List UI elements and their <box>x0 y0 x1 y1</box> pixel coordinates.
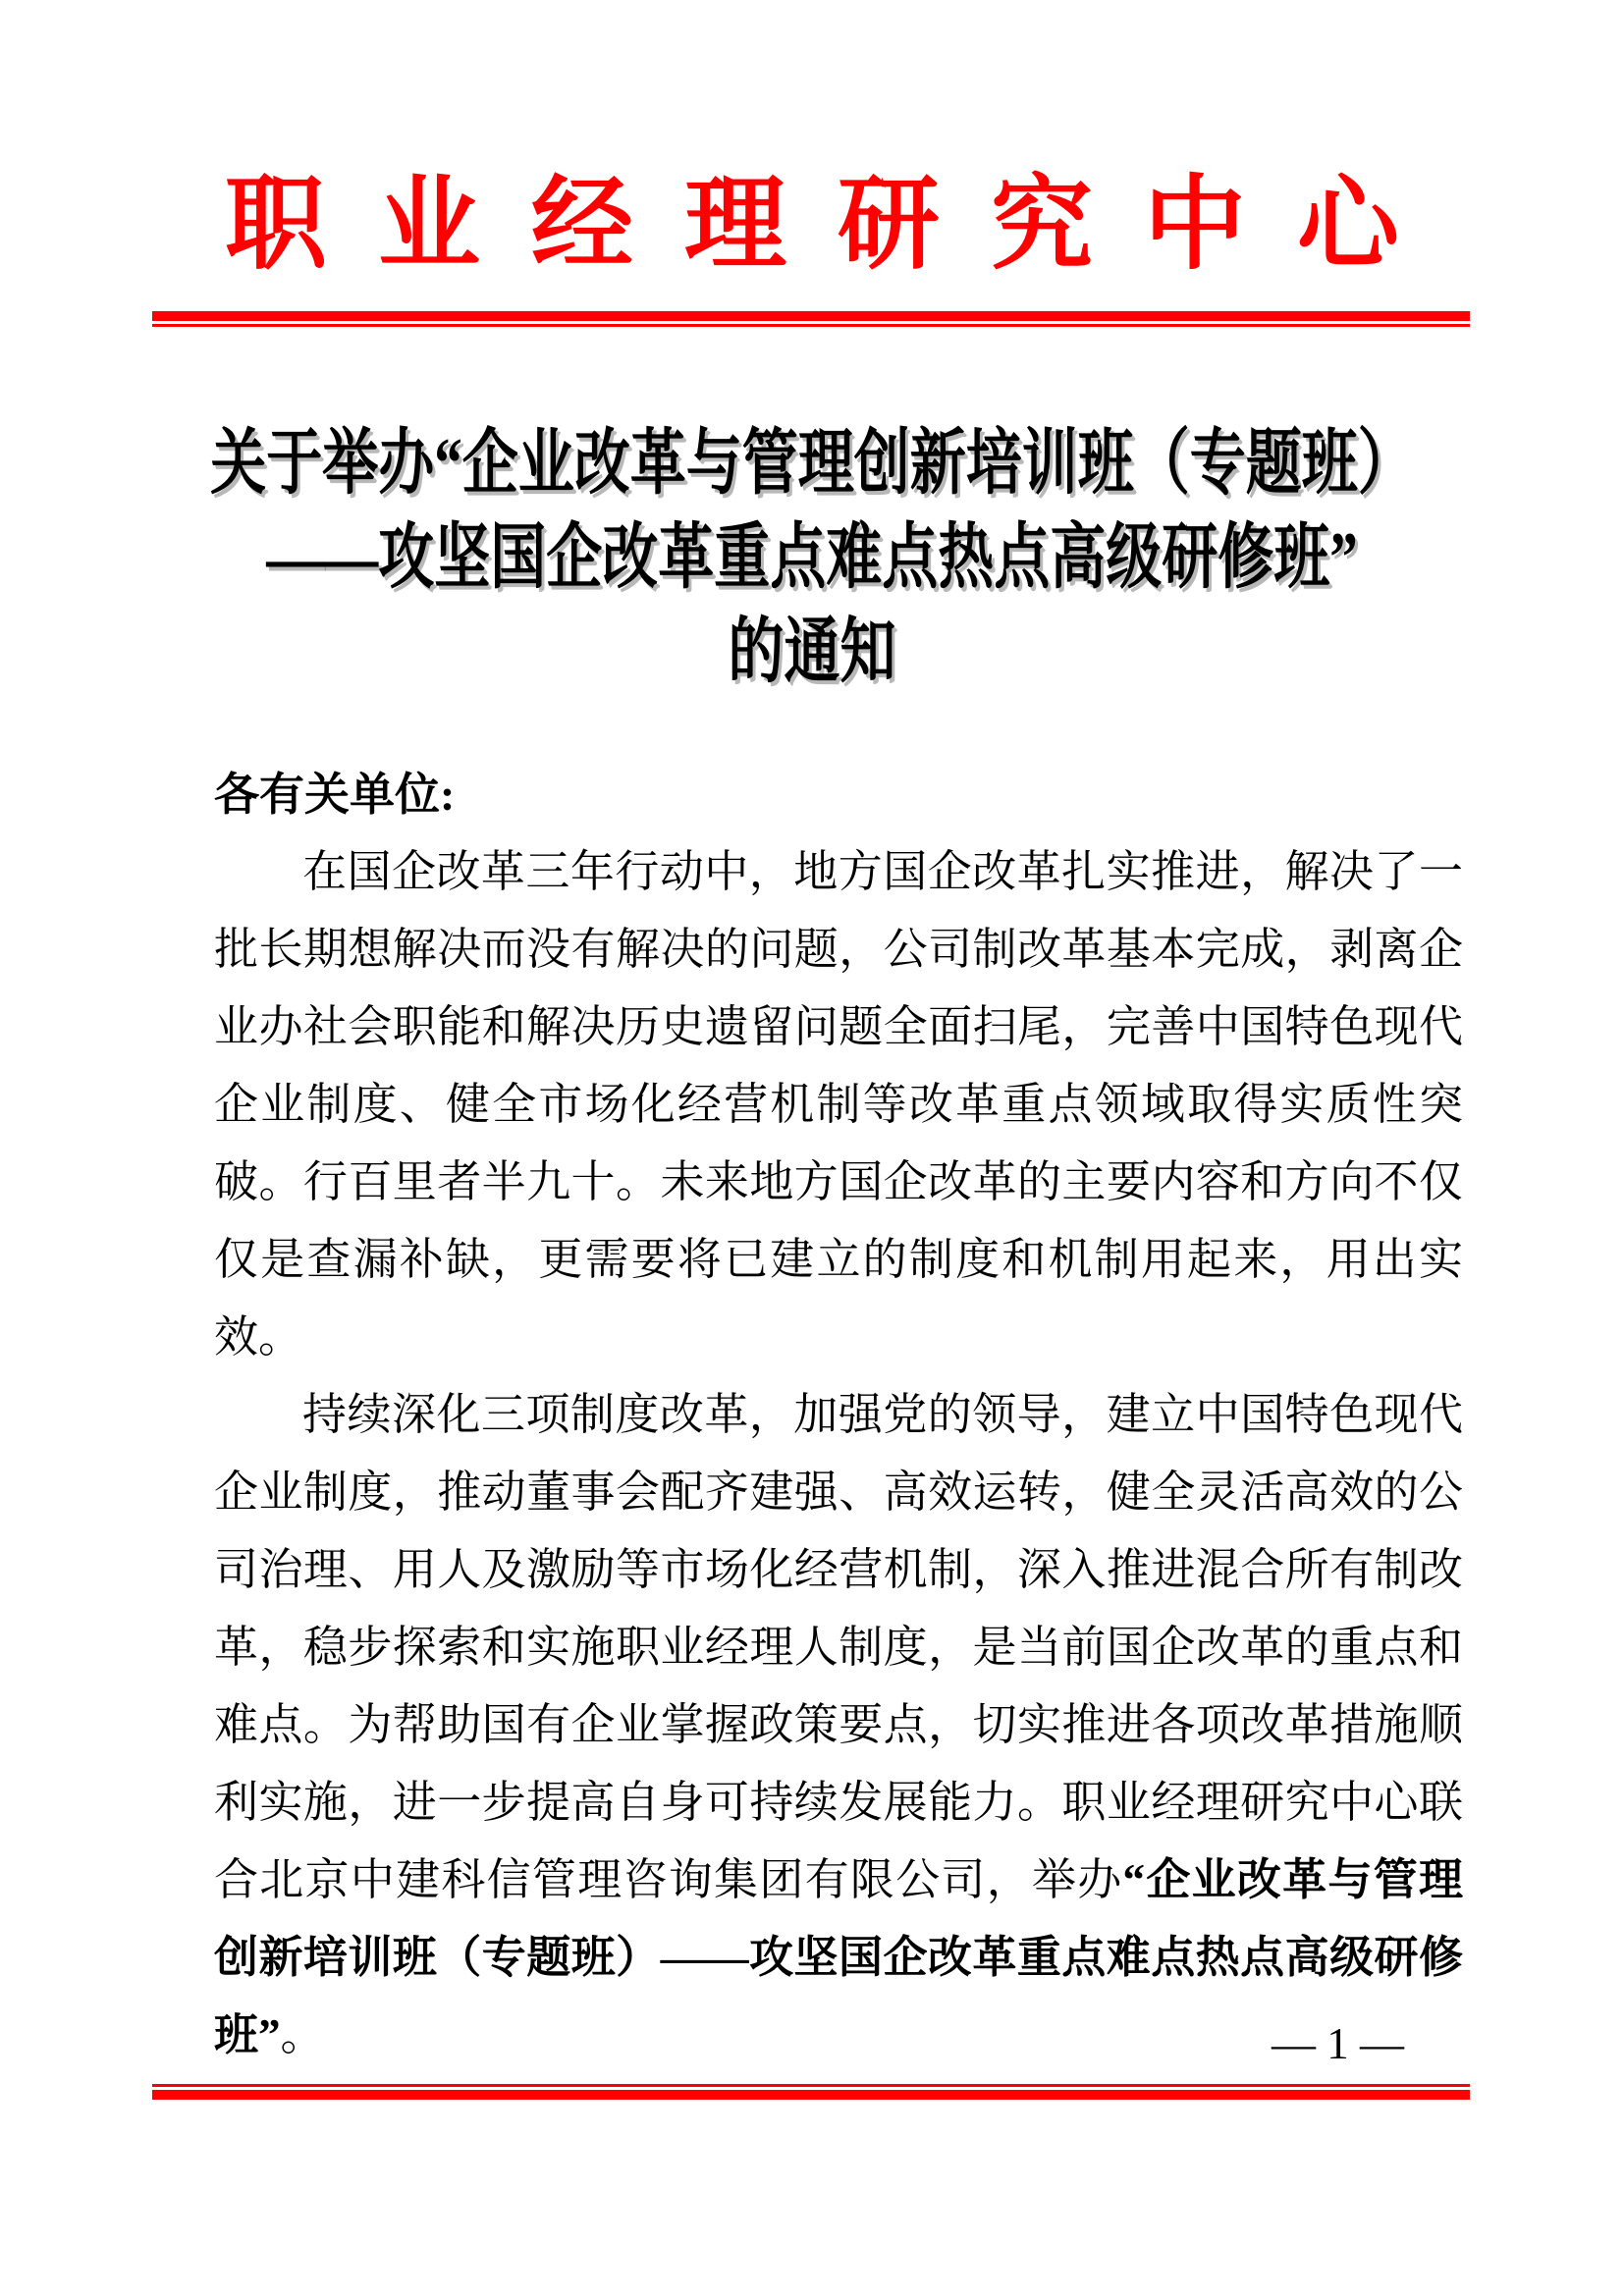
body-paragraph-2 <box>214 1376 1463 2074</box>
document-body <box>214 756 1463 2074</box>
notice-title <box>0 417 1624 700</box>
footer-double-rule <box>152 2084 1470 2100</box>
body-paragraph-1: 在国企改革三年行动中，地方国企改革扎实推进，解决了一批长期想解决而没有解决的问题，公司制改革基本完成，剥离企业办社会职能和解决历史遗留问题全面扫尾，完善中国特色现代企业制度、健全市场化经营机制等改革重点领域取得实质性突破。行百里者半九十。未来地方国企改革的主要内容和方向不仅仅是查漏补缺，更需要将已建立的制度和机制用起来，用出实效。 <box>214 847 1463 1362</box>
salutation: 各有关单位: <box>214 770 456 820</box>
notice-title-line1: 关于举办“企业改革与管理创新培训班（专题班） <box>210 424 1414 504</box>
paragraph2-period: 。 <box>280 2010 325 2059</box>
header-double-rule <box>152 311 1470 327</box>
org-masthead-title: 职业经理研究中心 <box>224 169 1450 282</box>
notice-title-line2: ——攻坚国企改革重点难点热点高级研修班” <box>266 518 1358 598</box>
paragraph2-bold-text: “企业改革与管理创新培训班（专题班）——攻坚国企改革重点难点热点高级研修班” <box>214 1855 1463 2059</box>
page-number: — 1 — <box>1272 2019 1404 2068</box>
paragraph2-regular-text: 持续深化三项制度改革，加强党的领导，建立中国特色现代企业制度，推动董事会配齐建强、高效运转，健全灵活高效的公司治理、用人及激励等市场化经营机制，深入推进混合所有制改革，稳步探索和实施职业经理人制度，是当前国企改革的重点和难点。为帮助国有企业掌握政策要点，切实推进各项改革措施顺利实施，进一步提高自身可持续发展能力。职业经理研究中心联合北京中建科信管理咨询集团有限公司，举办 <box>214 1390 1463 1904</box>
notice-title-line3: 的通知 <box>728 613 896 692</box>
